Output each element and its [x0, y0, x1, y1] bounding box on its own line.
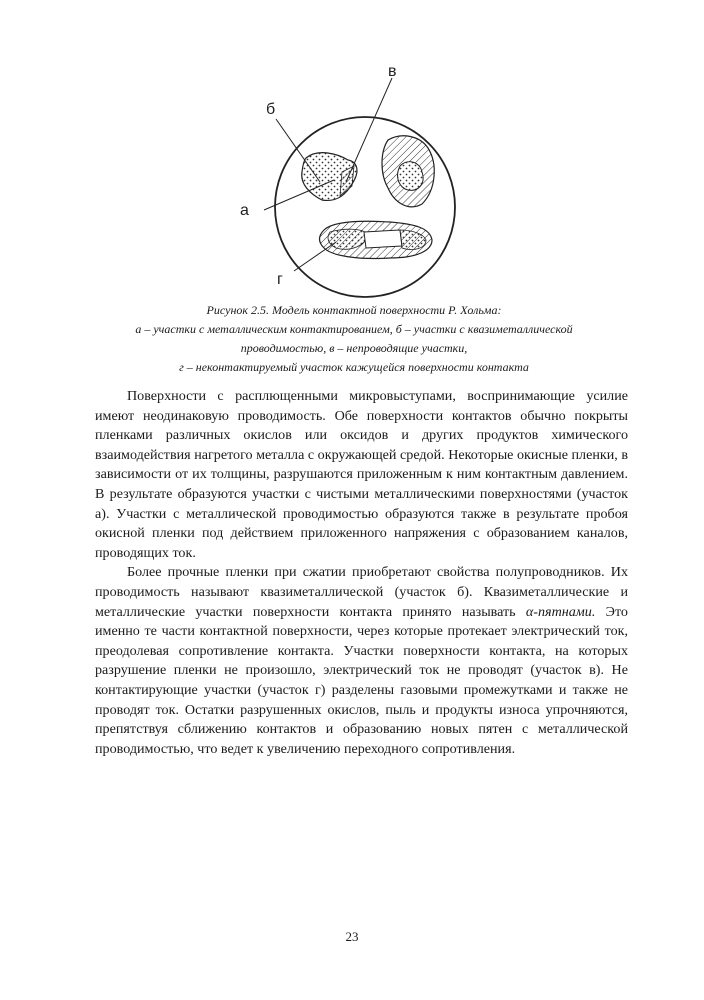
- label-a: а: [240, 202, 249, 219]
- paragraph-1: Поверхности с расплющенными микровыступами, воспринимающие усилие имеют неодинаковую проводимость. Обе поверхности контактов обычно покрыты пленками различных окислов или оксидов и других продуктов химического взаимодействия нагретого металла с окружающей средой. Некоторые окисные пленки, в зависимости от их толщины, разрушаются приложенным к ним контактным давлением. В результате образуются участки с чистыми металлическими поверхностями (участок а). Участки с металлической проводимостью образуются также в результате пробоя окисной пленки под действием приложенного напряжения с образованием каналов, проводящих ток.: [95, 388, 628, 561]
- label-g: г: [277, 271, 283, 288]
- contact-surface-circle: [275, 117, 455, 297]
- caption-line-2: а – участки с металлическим контактированием, б – участки с квазиметаллической: [135, 322, 573, 336]
- body-text: [95, 387, 628, 759]
- page-number: 23: [345, 929, 359, 944]
- paragraph-2-part-1: Более прочные пленки при сжатии приобретают свойства полупроводников. Их проводимость называют квазиметаллической (участок б). Квазиметаллические и металлические участки поверхности контакта принято называть: [95, 564, 628, 620]
- holm-model-figure: [240, 62, 480, 302]
- label-b: б: [266, 101, 276, 118]
- paragraph-2: [95, 563, 628, 759]
- figure-caption: [80, 301, 628, 377]
- caption-line-4: г – неконтактируемый участок кажущейся поверхности контакта: [179, 360, 529, 374]
- caption-line-1: Рисунок 2.5. Модель контактной поверхности Р. Хольма:: [206, 303, 502, 317]
- label-v: в: [388, 63, 397, 80]
- paragraph-2-part-2: Это именно те части контактной поверхности, через которые протекает электрический ток, преодолевая сопротивление контакта. Участки поверхности контакта, на которых разрушение пленки не произошло, электрический ток не проводят (участок в). Не контактирующие участки (участок г) разделены газовыми промежутками и также не проводят ток. Остатки разрушенных окислов, пыль и продукты износа упрочняются, препятствуя сближению контактов и образованию новых пятен с металлической проводимостью, что ведет к увеличению переходного сопротивления.: [95, 603, 628, 757]
- alpha-spots-term: α-пятнами.: [525, 603, 596, 620]
- spot-bottom-gap: [364, 230, 402, 248]
- caption-line-3: проводимостью, в – непроводящие участки,: [240, 341, 468, 355]
